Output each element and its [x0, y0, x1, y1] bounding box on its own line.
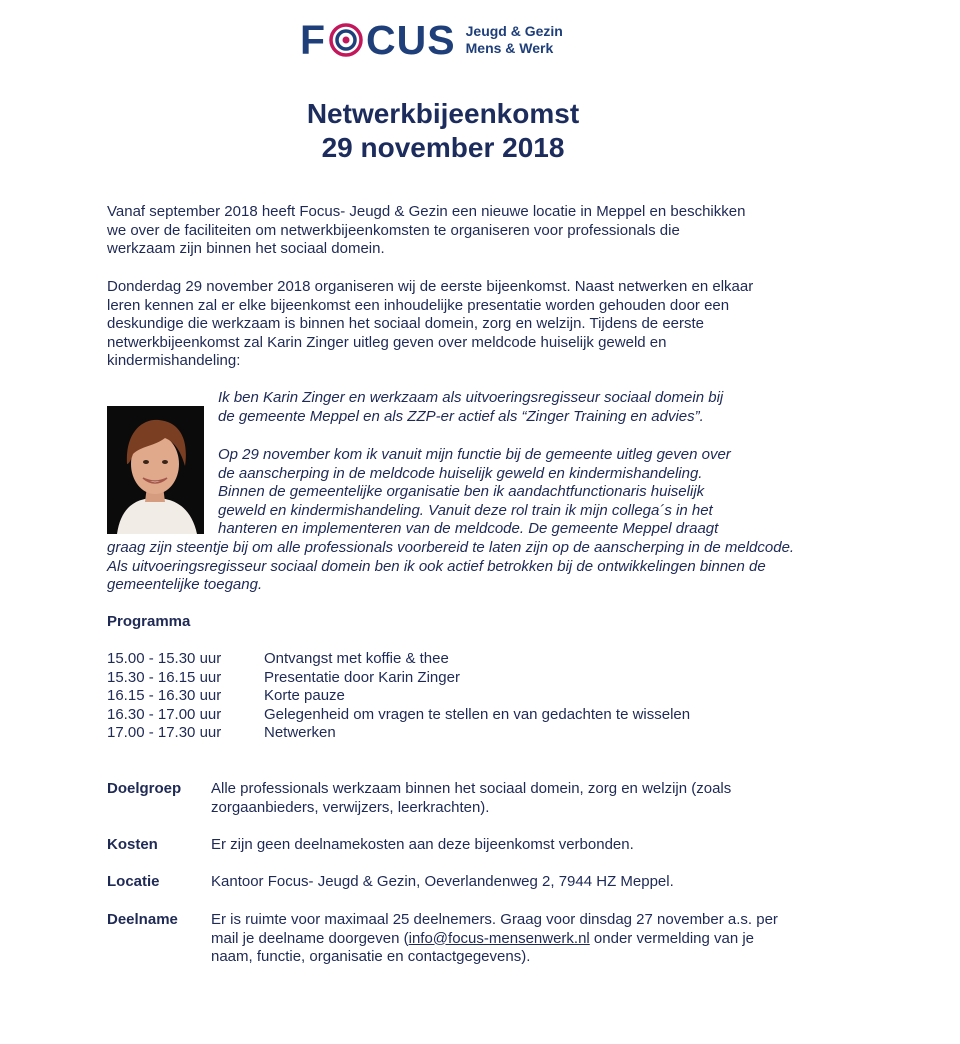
- title-line1: Netwerkbijeenkomst: [306, 98, 580, 129]
- programma-heading: Programma: [107, 613, 191, 630]
- logo-target-icon: [329, 23, 363, 57]
- speaker-topic-line5: hanteren en implementeren van de meldcode. De gemeente Meppel draagt: [218, 520, 719, 537]
- email-link[interactable]: info@focus-mensenwerk.nl: [408, 929, 590, 947]
- speaker-photo: [107, 406, 204, 534]
- programma-time: 15.30 - 16.15 uur: [107, 668, 222, 686]
- logo-letter-f: F: [300, 16, 327, 63]
- logo-wordmark: [300, 16, 456, 63]
- locatie-label: Locatie: [107, 873, 160, 890]
- speaker-topic-line4: geweld en kindermishandeling. Vanuit deze rol train ik mijn collega´s in het: [218, 501, 713, 519]
- logo-subtitle-line2: Mens & Werk: [465, 40, 554, 56]
- programma-time: 16.30 - 17.00 uur: [107, 705, 222, 723]
- deelname-text-before: Er is ruimte voor maximaal 25 deelnemers. Graag voor dinsdag 27 november a.s. per mail je deelname doorgeven (: [211, 911, 778, 947]
- logo-subtitle-line1: Jeugd & Gezin: [465, 23, 563, 39]
- programma-activity: Presentatie door Karin Zinger: [264, 668, 460, 686]
- programma-activity: Gelegenheid om vragen te stellen en van gedachten te wisselen: [264, 705, 691, 723]
- kosten-label: Kosten: [107, 836, 158, 853]
- programma-time: 16.15 - 16.30 uur: [107, 687, 222, 704]
- speaker-topic-line2: de aanscherping in de meldcode huiselijk geweld en kindermishandeling.: [218, 464, 703, 482]
- intro-paragraph-1: Vanaf september 2018 heeft Focus- Jeugd & Gezin een nieuwe locatie in Meppel en beschikken we over de faciliteiten om netwerkbijeenkomsten te organiseren voor professionals die werkzaam zijn binnen het sociaal domein.: [107, 203, 746, 257]
- doelgroep-label: Doelgroep: [107, 780, 182, 797]
- speaker-topic-line1: Op 29 november kom ik vanuit mijn functie bij de gemeente uitleg geven over: [218, 446, 731, 463]
- deelname-label: Deelname: [107, 911, 178, 928]
- intro-paragraph-2: Donderdag 29 november 2018 organiseren wij de eerste bijeenkomst. Naast netwerken en elkaar leren kennen zal er elke bijeenkomst een inhoudelijke presentatie worden gehouden door een deskundige die werkzaam is binnen het sociaal domein, zorg en welzijn. Tijdens de eerste netwerkbijeenkomst zal Karin Zinger uitleg geven over meldcode huiselijk geweld en kindermishandeling:: [107, 278, 754, 369]
- programma-activity: Korte pauze: [264, 687, 345, 704]
- programma-activity: Netwerken: [264, 724, 336, 741]
- speaker-intro-line2: de gemeente Meppel en als ZZP-er actief als “Zinger Training en advies”.: [218, 407, 704, 425]
- logo-letters-cus: CUS: [366, 16, 456, 63]
- locatie-text: Kantoor Focus- Jeugd & Gezin, Oeverlandenweg 2, 7944 HZ Meppel.: [211, 873, 674, 890]
- title-line2: 29 november 2018: [321, 132, 565, 163]
- speaker-topic-line3: Binnen de gemeentelijke organisatie ben ik aandachtfunctionaris huiselijk: [218, 483, 705, 500]
- programma-time: 15.00 - 15.30 uur: [107, 650, 222, 667]
- kosten-text: Er zijn geen deelnamekosten aan deze bijeenkomst verbonden.: [211, 836, 634, 853]
- speaker-intro: [218, 389, 798, 426]
- programma-activity: Ontvangst met koffie & thee: [264, 650, 449, 667]
- doelgroep-text: Alle professionals werkzaam binnen het sociaal domein, zorg en welzijn (zoals zorgaanbieders, verwijzers, leerkrachten).: [211, 780, 732, 816]
- deelname-text: [211, 911, 791, 967]
- speaker-topic-continued: graag zijn steentje bij om alle professionals voorbereid te laten zijn op de aanscherping in de meldcode. Als uitvoeringsregisseur sociaal domein ben ik ook actief betrokken bij de ontwikkelingen binnen de gemeentelijke toegang.: [107, 539, 795, 593]
- logo-subtitle: [466, 23, 563, 57]
- programma-time: 17.00 - 17.30 uur: [107, 724, 222, 741]
- speaker-topic: [218, 446, 798, 539]
- speaker-intro-line1: Ik ben Karin Zinger en werkzaam als uitvoeringsregisseur sociaal domein bij: [218, 389, 724, 406]
- deelname-text-after: onder vermelding van je naam, functie, organisatie en contactgegevens).: [211, 929, 755, 965]
- page-title: [0, 97, 886, 165]
- focus-logo: [300, 18, 563, 62]
